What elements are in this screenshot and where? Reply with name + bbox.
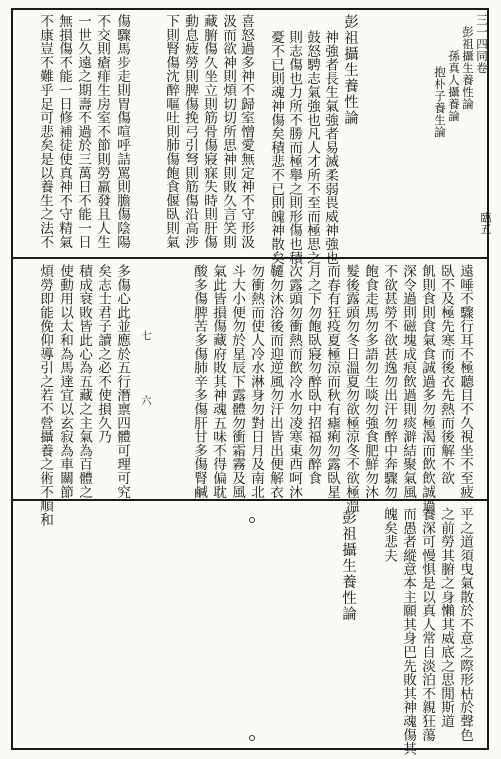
- bottom-col-1: 平之道須曳氣散於不意之際形枯於聲色: [457, 507, 473, 742]
- top-right-col-1: 神強者長生氣強者易滅柔弱畏威神強也: [322, 30, 338, 265]
- top-col-2: 汲而欲神則煩切切所思神則敗久言笑則: [220, 14, 236, 249]
- mid-col-13: 斗大小便勿於星辰下露體勿衝霜霧及風: [229, 264, 245, 499]
- bottom-col-4: 而愚者縱意本主願其身巴先敗其神魂傷其: [400, 507, 416, 756]
- mid-col-14: 氣此皆損傷藏府敗其神魂五味不得偏耽: [210, 264, 226, 499]
- circle-mark-bottom: [249, 735, 255, 741]
- bottom-col-2: 之前勞其腑之身懶其威底之思閒斯道: [438, 507, 454, 728]
- mid-col-20: 煩勞即能俛仰導引之若不營攝養之術不順和: [37, 264, 53, 527]
- alt-author-label: 抱朴子養生論: [433, 66, 447, 138]
- mid-col-11: 韆勿沐浴後而迎逆風勿汗出皆出便解衣: [267, 264, 283, 499]
- mid-col-2: 臥不及極先寒而後衣先熱而後解不欲: [438, 264, 454, 485]
- mid-col-18: 積成衰敗皆此心為五藏之主氣為百體之: [76, 264, 92, 499]
- top-right-col-3: 則志傷也力所不勝而極舉之則形傷也積: [286, 30, 302, 265]
- top-col-4: 動息疲勞則脾傷挽弓引弩則筋傷沿高涉: [182, 14, 198, 249]
- top-col-6: 傷驟馬步走則胃傷喧呼詰罵則膽傷陰陽: [114, 14, 130, 249]
- top-right-col-4: 憂不已則魂神傷矣積悲不已則魄神散矣: [268, 30, 284, 265]
- mid-col-3: 飢則食則食氣食誠過多勿極渴而飲飲誠過: [419, 264, 435, 513]
- section-divider-2: [11, 499, 489, 501]
- top-col-9: 無損傷不能一日修補徒使真神不守精氣: [56, 14, 72, 249]
- top-col-10: 不康豈不難乎足可悲矣是以養生之法不: [37, 14, 53, 249]
- mid-col-1: 遠唾不驟行耳不極聽目不久視坐不至疲: [457, 264, 473, 499]
- author-label: 孫真人攝養論: [447, 50, 461, 122]
- mid-col-17: 矣志士君子讀之必不使損久乃: [95, 264, 111, 444]
- section-divider-1: [11, 257, 489, 259]
- top-col-5: 下則腎傷沈醉嘔吐則肺傷飽食偃臥則氣: [163, 14, 179, 249]
- top-col-8: 一世久遠之期壽不過於三萬日不能一日: [75, 14, 91, 249]
- folio-number: 臨五: [479, 212, 492, 235]
- scripture-title-header: 彭祖攝生養性論: [461, 26, 475, 110]
- mid-col-9: 月之下勿飽臥寢勿醉臥中招福勿醉食: [305, 264, 321, 485]
- bottom-col-5: 魄矣悲夫: [381, 507, 397, 563]
- top-col-3: 藏腑傷久坐立則筋骨傷寢寐失時則肝傷: [201, 14, 217, 249]
- mid-col-15: 酸多傷脾苦多傷肺辛多傷肝甘多傷腎鹹: [191, 264, 207, 499]
- margin-note-2: 六: [140, 395, 152, 406]
- mid-col-5: 不欲甚勞不欲甚逸勿出汗勿醉中奔驟勿: [381, 264, 397, 499]
- top-panel-title: 彭祖攝生養性論: [342, 14, 358, 126]
- mid-col-12: 勿衝熱而使人冷水淋身勿對日月及南北: [248, 264, 264, 499]
- top-right-col-2: 鼓怒騁志氣強也凡人才所不至而極思之: [304, 30, 320, 265]
- mid-col-10: 次露頭勿衝熱而飲冷水勿凌寒東西呵沐: [286, 264, 302, 499]
- mid-col-19: 使動用以太和為馬達宜以玄寂為車關節: [57, 264, 73, 499]
- mid-col-6: 飽食走馬勿多語勿生啖勿強食肥鮮勿沐: [362, 264, 378, 499]
- end-title: 彭祖攝生養性論: [340, 510, 356, 622]
- mid-col-16: 多傷心此並應於五行潛禀四體可理可究: [114, 264, 130, 499]
- mid-col-4: 深令過則磁塊成痕飲過則痰澼結聚氣風: [400, 264, 416, 499]
- circle-mark-top: [249, 517, 255, 523]
- mid-col-8: 而春有狂疫夏極涼而秋有瘧痢勿露臥星: [324, 264, 340, 499]
- top-col-7: 不交則瘡痱生房室不節則勞羸發且人生: [94, 14, 110, 249]
- top-col-1: 喜怒過多神不歸室憎愛無定神不守形汲: [238, 14, 254, 249]
- margin-note-1: 七: [140, 330, 152, 341]
- bottom-col-3: 養深可慢惧是以真人常自淡泊不親狂蕩: [419, 507, 435, 742]
- volume-label: 三一四同卷: [475, 14, 489, 74]
- mid-col-7: 髮後露頭勿冬日溫夏勿欲極涼冬不欲極溫: [343, 264, 359, 513]
